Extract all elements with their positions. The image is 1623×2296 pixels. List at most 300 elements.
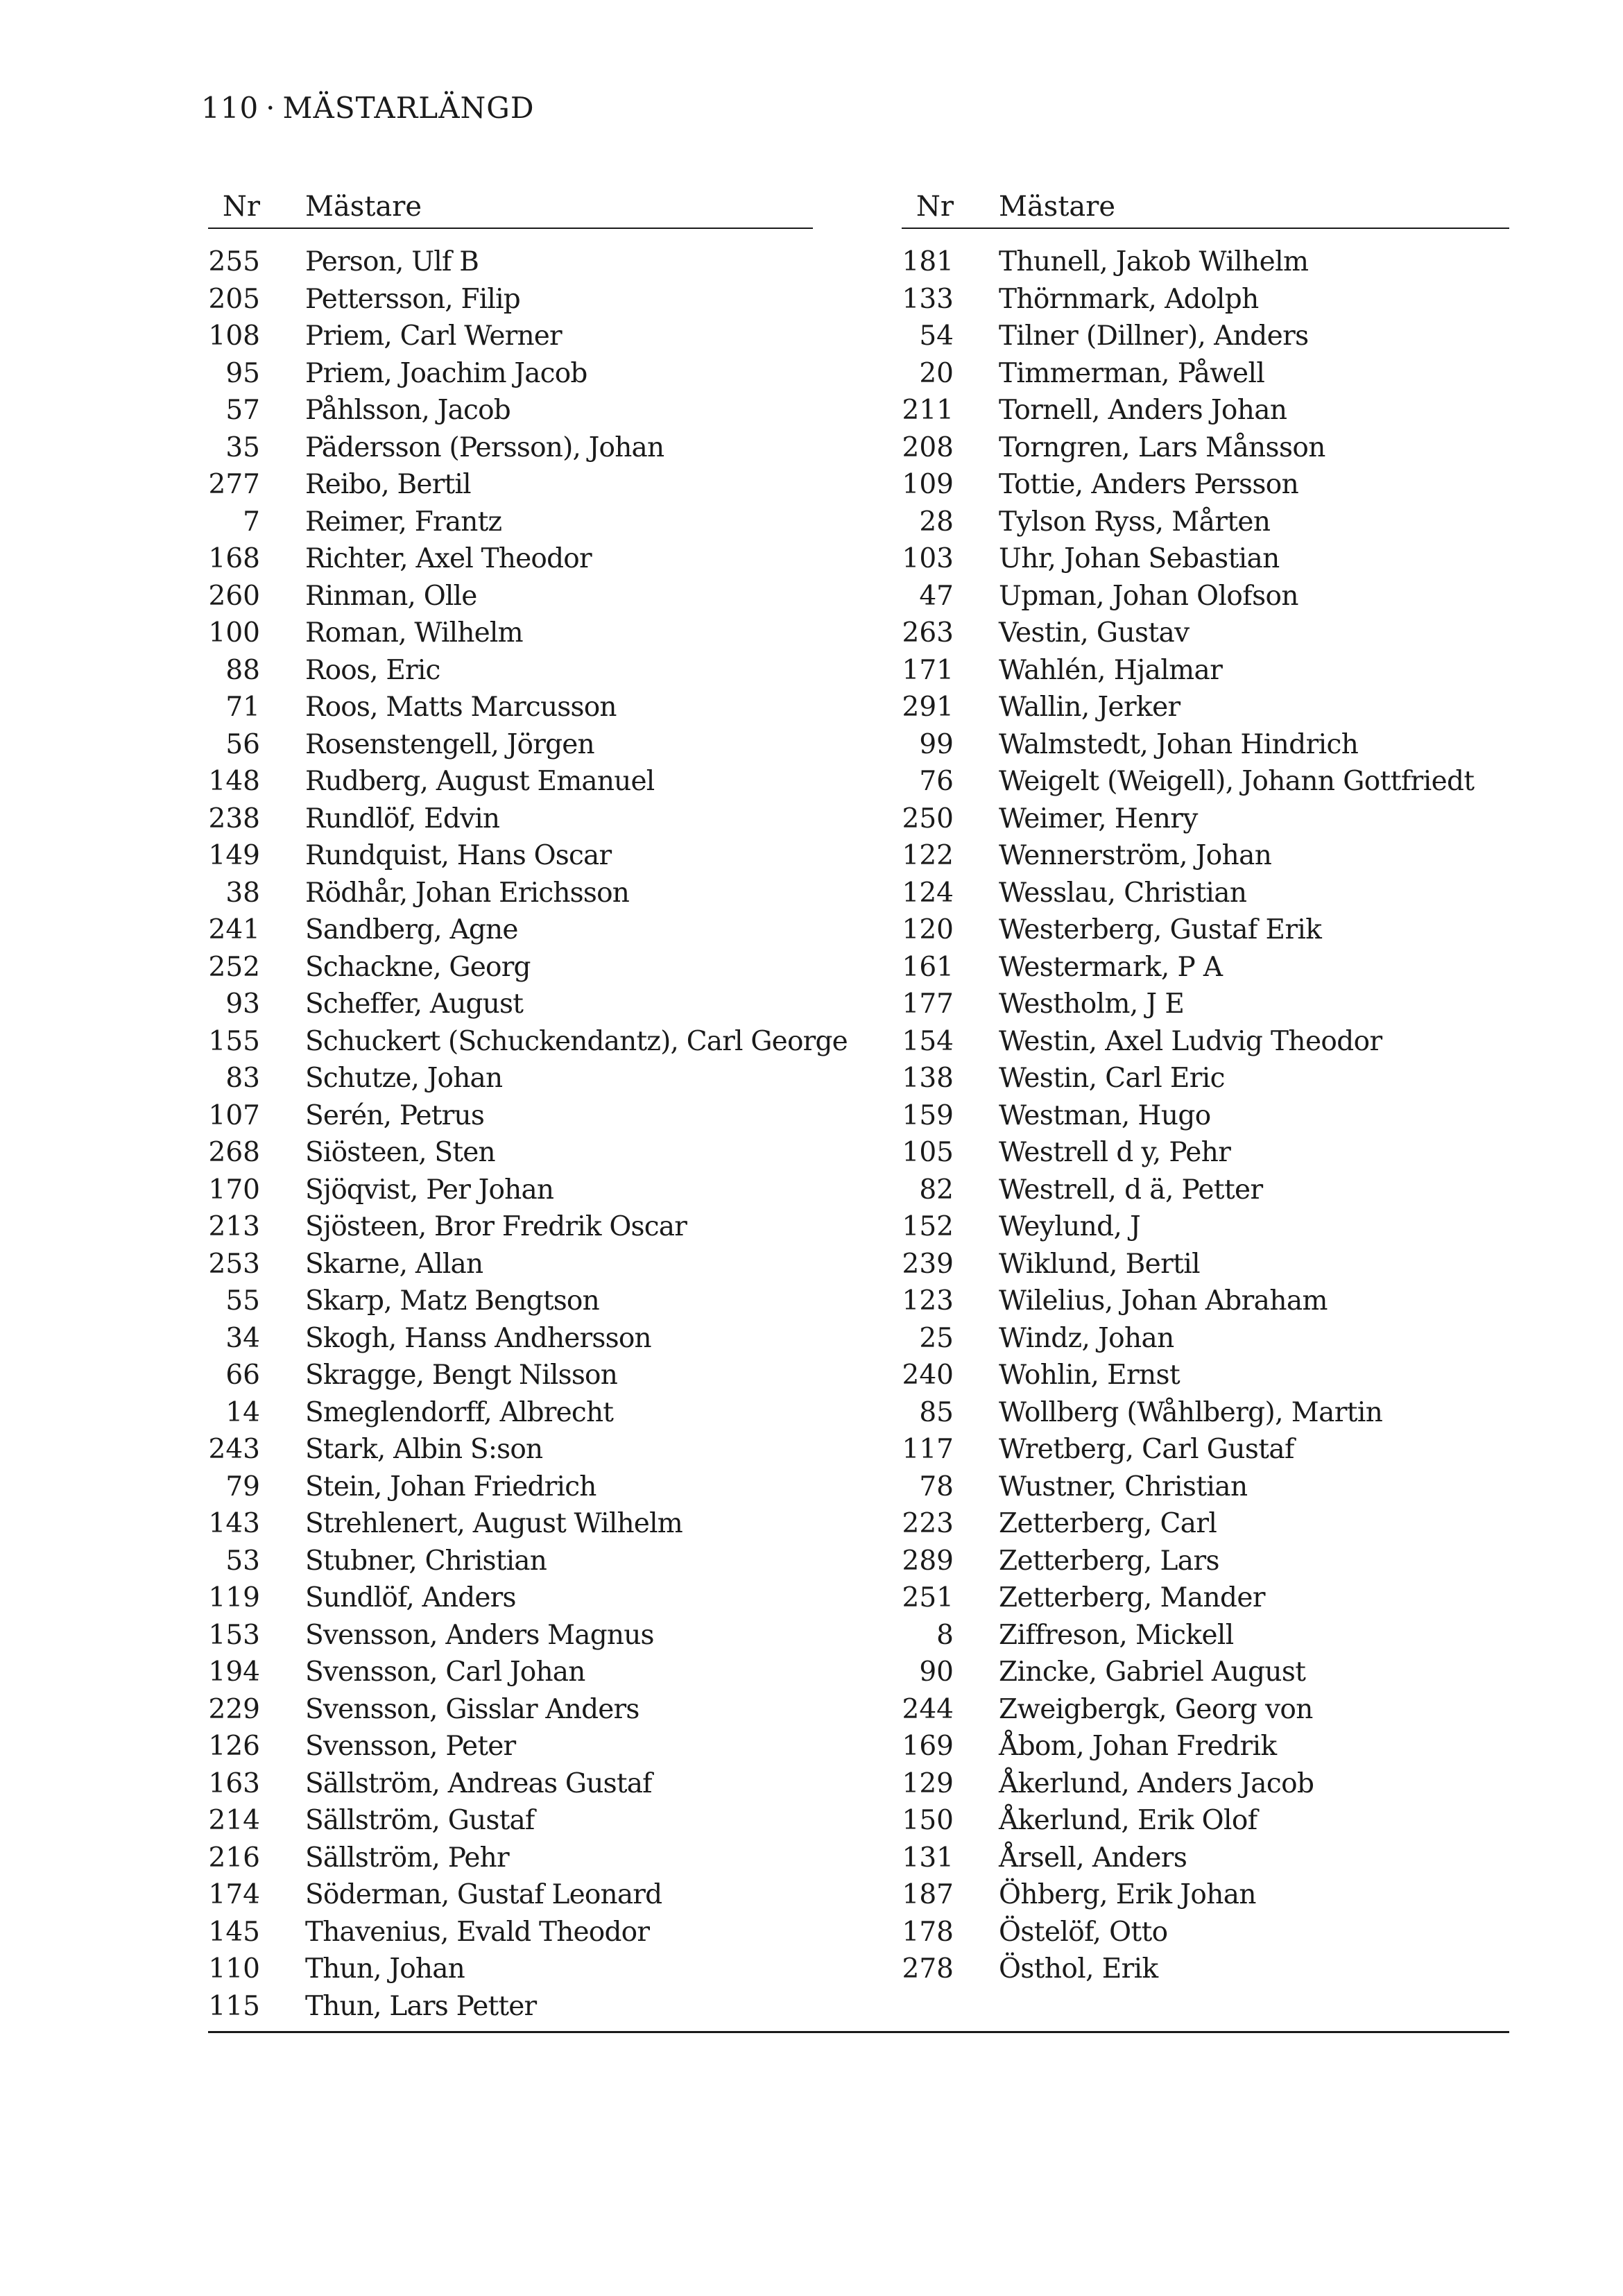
master-number: 79 (225, 1471, 260, 1502)
master-name: Rundlöf, Edvin (305, 803, 500, 834)
master-name: Westman, Hugo (999, 1099, 1211, 1131)
master-row (208, 392, 813, 429)
master-number: 244 (902, 1693, 954, 1725)
master-name: Roos, Matts Marcusson (305, 692, 617, 723)
master-number: 115 (208, 1990, 260, 2022)
master-name: Priem, Joachim Jacob (305, 357, 587, 389)
master-number: 85 (919, 1396, 954, 1428)
master-number: 205 (208, 283, 260, 315)
master-row (208, 800, 813, 838)
master-name: Wallin, Jerker (999, 692, 1180, 723)
master-row (208, 652, 813, 689)
master-row (208, 281, 813, 318)
master-row (902, 1728, 1509, 1765)
master-row (208, 1505, 813, 1543)
master-name: Schackne, Georg (305, 951, 531, 983)
master-row (208, 1134, 813, 1172)
master-number: 99 (919, 728, 954, 760)
master-name: Ziffreson, Mickell (999, 1619, 1234, 1651)
master-number: 8 (936, 1619, 954, 1651)
master-number: 56 (225, 728, 260, 760)
master-row (902, 986, 1509, 1023)
header-separator: · (266, 91, 276, 125)
master-number: 208 (902, 431, 954, 463)
master-row (902, 800, 1509, 838)
master-name: Tornell, Anders Johan (999, 395, 1287, 426)
master-name: Sandberg, Agne (305, 914, 518, 945)
master-list-column-left (208, 186, 848, 2025)
master-row (208, 540, 813, 578)
master-number: 148 (208, 766, 260, 797)
master-row (208, 1246, 813, 1283)
master-number: 107 (208, 1099, 260, 1131)
master-number: 194 (208, 1656, 260, 1688)
master-name: Westholm, J E (999, 988, 1185, 1020)
master-number: 289 (902, 1545, 954, 1577)
master-name: Åkerlund, Anders Jacob (999, 1767, 1314, 1799)
master-row (902, 1246, 1509, 1283)
master-number: 83 (225, 1063, 260, 1094)
master-number: 35 (225, 431, 260, 463)
master-name: Pettersson, Filip (305, 283, 520, 315)
master-name: Stein, Johan Friedrich (305, 1471, 596, 1502)
master-number: 138 (902, 1063, 954, 1094)
master-number: 260 (208, 580, 260, 612)
master-row (208, 1208, 813, 1246)
master-row (902, 1023, 1509, 1061)
master-number: 174 (208, 1879, 260, 1910)
master-number: 53 (225, 1545, 260, 1577)
master-name: Wollberg (Wåhlberg), Martin (999, 1396, 1383, 1428)
master-number: 119 (208, 1582, 260, 1613)
master-row (902, 355, 1509, 393)
master-number: 129 (902, 1767, 954, 1799)
master-number: 177 (902, 988, 954, 1020)
master-row (902, 1431, 1509, 1468)
master-name: Zweigbergk, Georg von (999, 1693, 1313, 1725)
master-name: Westin, Axel Ludvig Theodor (999, 1025, 1382, 1057)
master-row (902, 1468, 1509, 1506)
master-number: 55 (225, 1285, 260, 1317)
master-row (208, 1394, 813, 1432)
master-name: Westrell d y, Pehr (999, 1137, 1231, 1168)
master-row (902, 1579, 1509, 1617)
master-name: Thun, Johan (305, 1953, 465, 1985)
master-number: 145 (208, 1916, 260, 1948)
master-name: Weylund, J (999, 1211, 1141, 1242)
master-number: 241 (208, 914, 260, 945)
master-number: 223 (902, 1508, 954, 1539)
master-row (208, 355, 813, 393)
master-name: Sundlöf, Anders (305, 1582, 516, 1613)
master-row (208, 1097, 813, 1135)
master-row (208, 1914, 813, 1951)
master-row (208, 243, 813, 281)
master-name: Schutze, Johan (305, 1063, 503, 1094)
master-name: Wustner, Christian (999, 1471, 1248, 1502)
master-number: 178 (902, 1916, 954, 1948)
master-number: 123 (902, 1285, 954, 1317)
master-name: Tottie, Anders Persson (999, 469, 1299, 500)
master-number: 159 (902, 1099, 954, 1131)
master-name: Svensson, Gisslar Anders (305, 1693, 639, 1725)
master-name: Wilelius, Johan Abraham (999, 1285, 1328, 1317)
master-row (208, 689, 813, 726)
master-name: Stark, Albin S:son (305, 1434, 543, 1465)
master-number: 105 (902, 1137, 954, 1168)
master-row (902, 875, 1509, 912)
master-name: Rödhår, Johan Erichsson (305, 877, 630, 909)
master-row (902, 689, 1509, 726)
master-number: 76 (919, 766, 954, 797)
master-name: Wesslau, Christian (999, 877, 1247, 909)
master-row (208, 429, 813, 467)
master-row (208, 1431, 813, 1468)
master-row (902, 318, 1509, 355)
master-row (902, 837, 1509, 875)
master-number: 161 (902, 951, 954, 983)
master-number: 252 (208, 951, 260, 983)
master-row (902, 1320, 1509, 1357)
master-name: Person, Ulf B (305, 246, 479, 277)
master-name: Wennerström, Johan (999, 840, 1272, 871)
master-row (208, 911, 813, 949)
master-number: 25 (919, 1322, 954, 1354)
master-number: 153 (208, 1619, 260, 1651)
page-number: 110 (201, 91, 259, 125)
master-number: 108 (208, 320, 260, 352)
master-name: Zetterberg, Lars (999, 1545, 1219, 1577)
master-name: Wohlin, Ernst (999, 1360, 1180, 1391)
master-row (902, 1357, 1509, 1394)
master-row (208, 1691, 813, 1729)
master-row (208, 949, 813, 986)
master-row (208, 1988, 813, 2025)
master-number: 187 (902, 1879, 954, 1910)
master-name: Roman, Wilhelm (305, 617, 523, 649)
master-row (902, 281, 1509, 318)
master-row (902, 1208, 1509, 1246)
column-header-nr: Nr (222, 191, 260, 223)
master-row (902, 1765, 1509, 1803)
master-number: 243 (208, 1434, 260, 1465)
master-number: 133 (902, 283, 954, 315)
master-row (208, 1320, 813, 1357)
master-name: Söderman, Gustaf Leonard (305, 1879, 662, 1910)
master-number: 131 (902, 1842, 954, 1874)
master-number: 120 (902, 914, 954, 945)
master-name: Smeglendorff, Albrecht (305, 1396, 614, 1428)
master-number: 229 (208, 1693, 260, 1725)
master-name: Sällström, Andreas Gustaf (305, 1767, 652, 1799)
master-name: Rudberg, August Emanuel (305, 766, 655, 797)
master-name: Svensson, Carl Johan (305, 1656, 585, 1688)
master-name: Thunell, Jakob Wilhelm (999, 246, 1309, 277)
master-row (208, 1172, 813, 1209)
master-number: 216 (208, 1842, 260, 1874)
master-number: 155 (208, 1025, 260, 1057)
master-name: Serén, Petrus (305, 1099, 485, 1131)
master-name: Stubner, Christian (305, 1545, 547, 1577)
master-number: 57 (225, 395, 260, 426)
master-name: Svensson, Anders Magnus (305, 1619, 654, 1651)
master-number: 28 (919, 506, 954, 538)
master-name: Westermark, P A (999, 951, 1223, 983)
master-number: 170 (208, 1174, 260, 1206)
master-name: Westin, Carl Eric (999, 1063, 1225, 1094)
master-name: Sjösteen, Bror Fredrik Oscar (305, 1211, 687, 1242)
master-number: 88 (225, 654, 260, 686)
master-row (902, 1060, 1509, 1097)
master-name: Reibo, Bertil (305, 469, 471, 500)
master-row (208, 1023, 848, 1061)
master-name: Weigelt (Weigell), Johann Gottfriedt (999, 766, 1475, 797)
master-name: Vestin, Gustav (999, 617, 1190, 649)
master-name: Östelöf, Otto (999, 1916, 1168, 1948)
master-name: Uhr, Johan Sebastian (999, 543, 1280, 574)
master-row (208, 1840, 813, 1877)
master-row (902, 504, 1509, 541)
master-name: Wretberg, Carl Gustaf (999, 1434, 1294, 1465)
master-number: 47 (919, 580, 954, 612)
master-name: Roos, Eric (305, 654, 440, 686)
master-name: Skarp, Matz Bengtson (305, 1285, 599, 1317)
master-number: 71 (225, 692, 260, 723)
master-row (902, 1951, 1509, 1988)
master-name: Torngren, Lars Månsson (999, 431, 1325, 463)
master-row (208, 615, 813, 652)
master-row (208, 837, 813, 875)
master-row (902, 1617, 1509, 1654)
master-name: Wahlén, Hjalmar (999, 654, 1223, 686)
master-row (208, 1617, 813, 1654)
master-number: 143 (208, 1508, 260, 1539)
master-row (902, 911, 1509, 949)
master-name: Skarne, Allan (305, 1248, 483, 1280)
master-name: Timmerman, Påwell (999, 357, 1265, 389)
master-number: 149 (208, 840, 260, 871)
master-name: Pädersson (Persson), Johan (305, 431, 664, 463)
master-row (208, 1579, 813, 1617)
page-title: MÄSTARLÄNGD (282, 91, 535, 125)
master-row (208, 1802, 813, 1840)
master-number: 213 (208, 1211, 260, 1242)
master-row (902, 1840, 1509, 1877)
master-number: 238 (208, 803, 260, 834)
master-row (208, 1543, 813, 1580)
running-head (201, 87, 535, 129)
master-number: 240 (902, 1360, 954, 1391)
master-number: 78 (919, 1471, 954, 1502)
master-number: 110 (208, 1953, 260, 1985)
master-name: Strehlenert, August Wilhelm (305, 1508, 682, 1539)
master-number: 214 (208, 1805, 260, 1836)
master-number: 103 (902, 543, 954, 574)
master-row (208, 763, 813, 800)
master-row (208, 318, 813, 355)
master-list-column-right (902, 186, 1509, 1988)
master-number: 255 (208, 246, 260, 277)
master-number: 278 (902, 1953, 954, 1985)
master-row (208, 1060, 813, 1097)
master-row (902, 1134, 1509, 1172)
master-name: Skogh, Hanss Andhersson (305, 1322, 651, 1354)
master-row (208, 875, 813, 912)
master-number: 251 (902, 1582, 954, 1613)
master-name: Öhberg, Erik Johan (999, 1879, 1256, 1910)
master-row (208, 1951, 813, 1988)
master-name: Priem, Carl Werner (305, 320, 562, 352)
master-row (902, 1654, 1509, 1691)
master-number: 154 (902, 1025, 954, 1057)
master-row (902, 392, 1509, 429)
master-row (902, 726, 1509, 764)
master-row (208, 1765, 813, 1803)
master-number: 20 (919, 357, 954, 389)
master-number: 34 (225, 1322, 260, 1354)
master-number: 171 (902, 654, 954, 686)
master-name: Scheffer, August (305, 988, 524, 1020)
master-number: 239 (902, 1248, 954, 1280)
master-row (902, 540, 1509, 578)
master-name: Sällström, Pehr (305, 1842, 509, 1874)
master-name: Thörnmark, Adolph (999, 283, 1259, 315)
master-name: Tilner (Dillner), Anders (999, 320, 1309, 352)
master-number: 109 (902, 469, 954, 500)
master-row (208, 1283, 813, 1320)
master-row (208, 986, 813, 1023)
master-name: Schuckert (Schuckendantz), Carl George (305, 1025, 848, 1057)
bottom-rule (208, 2031, 1509, 2033)
master-row (902, 1802, 1509, 1840)
master-name: Thavenius, Evald Theodor (305, 1916, 650, 1948)
master-row (902, 615, 1509, 652)
master-number: 250 (902, 803, 954, 834)
master-number: 66 (225, 1360, 260, 1391)
column-header-nr: Nr (916, 191, 954, 223)
master-name: Sällström, Gustaf (305, 1805, 535, 1836)
master-number: 14 (225, 1396, 260, 1428)
master-number: 168 (208, 543, 260, 574)
master-name: Thun, Lars Petter (305, 1990, 537, 2022)
master-number: 253 (208, 1248, 260, 1280)
master-row (208, 1876, 813, 1914)
master-name: Richter, Axel Theodor (305, 543, 592, 574)
master-number: 54 (919, 320, 954, 352)
master-name: Påhlsson, Jacob (305, 395, 510, 426)
master-name: Siösteen, Sten (305, 1137, 495, 1168)
master-name: Upman, Johan Olofson (999, 580, 1298, 612)
master-name: Rosenstengell, Jörgen (305, 728, 594, 760)
column-header-name: Mästare (305, 191, 422, 223)
master-row (902, 466, 1509, 504)
master-number: 211 (902, 395, 954, 426)
master-name: Svensson, Peter (305, 1731, 516, 1762)
master-row (208, 1468, 813, 1506)
master-name: Westrell, d ä, Petter (999, 1174, 1263, 1206)
master-name: Sjöqvist, Per Johan (305, 1174, 554, 1206)
master-rows (208, 243, 848, 2025)
master-name: Årsell, Anders (999, 1842, 1187, 1874)
master-row (902, 1283, 1509, 1320)
master-rows (902, 243, 1509, 1988)
master-row (902, 243, 1509, 281)
column-header-name: Mästare (999, 191, 1116, 223)
column-header (902, 186, 1509, 229)
master-row (902, 763, 1509, 800)
master-number: 263 (902, 617, 954, 649)
master-row (208, 726, 813, 764)
master-row (902, 1097, 1509, 1135)
master-row (208, 1357, 813, 1394)
master-number: 117 (902, 1434, 954, 1465)
master-number: 93 (225, 988, 260, 1020)
master-number: 90 (919, 1656, 954, 1688)
master-row (902, 652, 1509, 689)
master-number: 100 (208, 617, 260, 649)
master-row (208, 578, 813, 615)
master-number: 150 (902, 1805, 954, 1836)
master-row (902, 1691, 1509, 1729)
master-number: 95 (225, 357, 260, 389)
master-row (902, 949, 1509, 986)
master-name: Zetterberg, Carl (999, 1508, 1217, 1539)
master-name: Windz, Johan (999, 1322, 1174, 1354)
master-number: 126 (208, 1731, 260, 1762)
master-row (208, 1654, 813, 1691)
master-name: Zincke, Gabriel August (999, 1656, 1306, 1688)
master-name: Zetterberg, Mander (999, 1582, 1265, 1613)
master-number: 291 (902, 692, 954, 723)
master-row (902, 1505, 1509, 1543)
master-name: Reimer, Frantz (305, 506, 502, 538)
master-name: Walmstedt, Johan Hindrich (999, 728, 1359, 760)
master-row (208, 504, 813, 541)
master-name: Skragge, Bengt Nilsson (305, 1360, 618, 1391)
master-row (902, 429, 1509, 467)
master-name: Wiklund, Bertil (999, 1248, 1200, 1280)
master-row (902, 578, 1509, 615)
master-number: 122 (902, 840, 954, 871)
master-name: Åbom, Johan Fredrik (999, 1731, 1277, 1762)
master-row (902, 1914, 1509, 1951)
master-number: 169 (902, 1731, 954, 1762)
master-name: Östhol, Erik (999, 1953, 1158, 1985)
column-header (208, 186, 813, 229)
master-name: Westerberg, Gustaf Erik (999, 914, 1322, 945)
master-number: 7 (243, 506, 260, 538)
master-row (902, 1876, 1509, 1914)
master-name: Rundquist, Hans Oscar (305, 840, 612, 871)
master-row (902, 1394, 1509, 1432)
master-row (902, 1543, 1509, 1580)
master-number: 277 (208, 469, 260, 500)
master-name: Tylson Ryss, Mårten (999, 506, 1271, 538)
master-number: 152 (902, 1211, 954, 1242)
master-number: 163 (208, 1767, 260, 1799)
master-number: 38 (225, 877, 260, 909)
master-name: Weimer, Henry (999, 803, 1198, 834)
master-row (208, 1728, 813, 1765)
master-number: 124 (902, 877, 954, 909)
master-row (902, 1172, 1509, 1209)
master-number: 181 (902, 246, 954, 277)
master-name: Åkerlund, Erik Olof (999, 1805, 1257, 1836)
master-name: Rinman, Olle (305, 580, 477, 612)
master-number: 82 (919, 1174, 954, 1206)
master-row (208, 466, 813, 504)
master-number: 268 (208, 1137, 260, 1168)
